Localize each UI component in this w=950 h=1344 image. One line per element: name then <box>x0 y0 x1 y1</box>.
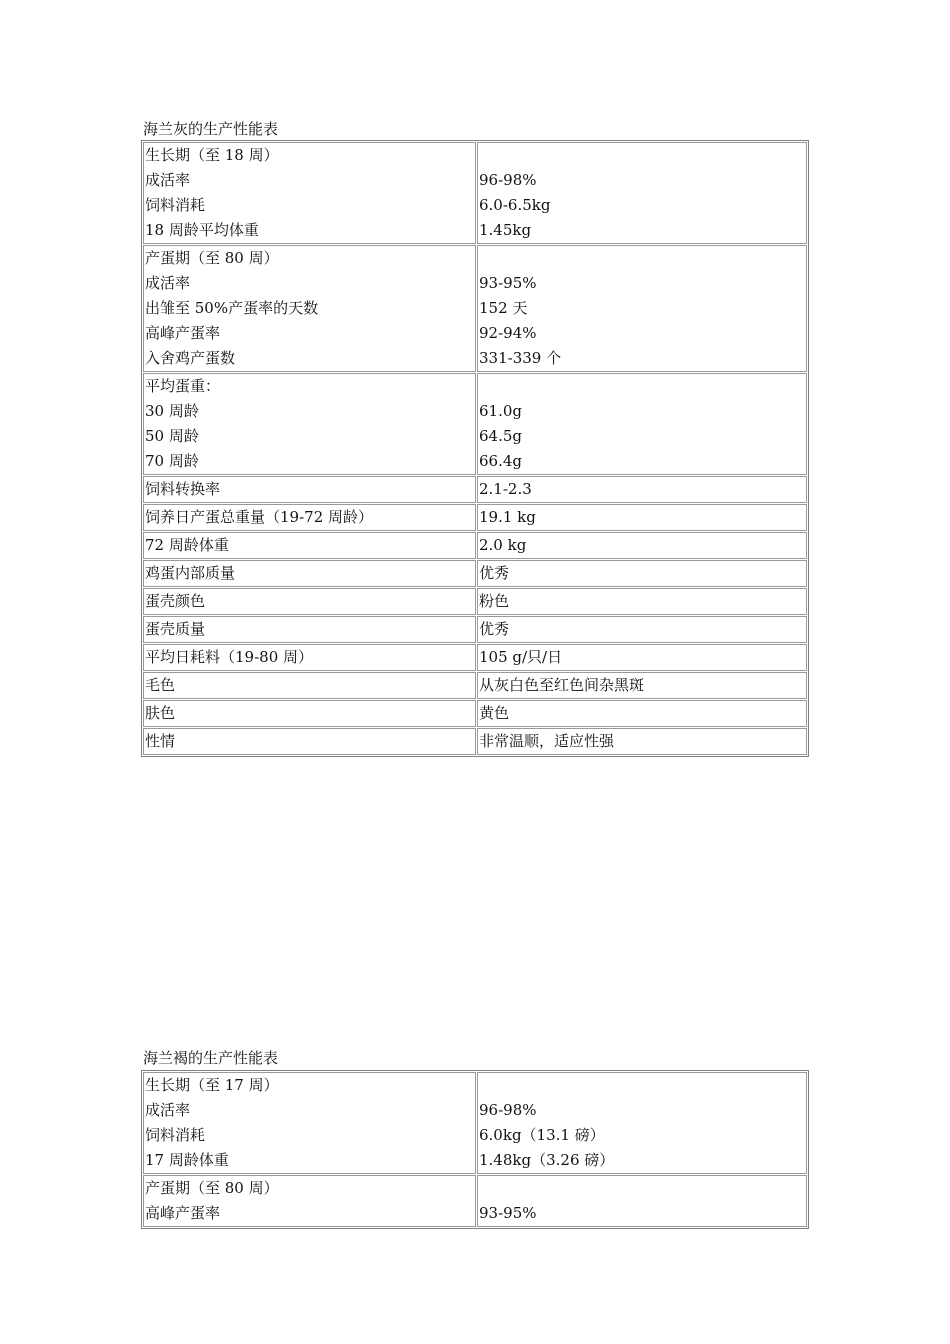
row-value: 黄色 <box>477 700 807 727</box>
cell-text: 高峰产蛋率 <box>145 1204 221 1222</box>
row-label: 饲养日产蛋总重量（19-72 周龄） <box>143 504 476 531</box>
group-labels <box>143 1175 476 1227</box>
table-group <box>143 142 807 244</box>
row-label: 蛋壳颜色 <box>143 588 476 615</box>
row-value: 19.1 kg <box>477 504 807 531</box>
table-row <box>143 616 807 643</box>
cell-text: 70 周龄 <box>145 452 199 470</box>
table-row <box>143 476 807 503</box>
table-row <box>143 560 807 587</box>
table-row <box>143 588 807 615</box>
table-row <box>143 532 807 559</box>
cell-text: 饲料消耗 <box>145 1126 206 1144</box>
table-row <box>143 672 807 699</box>
table-group <box>143 373 807 475</box>
cell-text: 入舍鸡产蛋数 <box>145 349 236 367</box>
row-value: 2.0 kg <box>477 532 807 559</box>
cell-text: 1.45kg <box>479 221 532 239</box>
group-labels <box>143 373 476 475</box>
cell-text: 1.48kg（3.26 磅） <box>479 1151 615 1169</box>
row-label: 性情 <box>143 728 476 755</box>
cell-text: 平均蛋重： <box>145 377 221 395</box>
group-labels <box>143 1072 476 1174</box>
cell-text: 高峰产蛋率 <box>145 324 221 342</box>
group-values <box>477 373 807 475</box>
cell-text: 18 周龄平均体重 <box>145 221 259 239</box>
row-label: 鸡蛋内部质量 <box>143 560 476 587</box>
cell-text: 生长期（至 18 周） <box>145 146 279 164</box>
row-label: 平均日耗料（19-80 周） <box>143 644 476 671</box>
group-values <box>477 1175 807 1227</box>
row-value: 2.1-2.3 <box>477 476 807 503</box>
caption-hy-line-gray: 海兰灰的生产性能表 <box>143 120 279 138</box>
table-group <box>143 245 807 372</box>
cell-text: 成活率 <box>145 1101 191 1119</box>
table-group <box>143 1072 807 1174</box>
cell-text: 92-94% <box>479 324 537 342</box>
group-labels <box>143 245 476 372</box>
cell-text: 331-339 个 <box>479 349 562 367</box>
cell-text: 64.5g <box>479 427 523 445</box>
row-value: 优秀 <box>477 616 807 643</box>
cell-text: 生长期（至 17 周） <box>145 1076 279 1094</box>
row-label: 72 周龄体重 <box>143 532 476 559</box>
cell-text: 93-95% <box>479 274 537 292</box>
table-hy-line-gray <box>141 140 809 757</box>
row-value: 优秀 <box>477 560 807 587</box>
cell-text: 产蛋期（至 80 周） <box>145 249 279 267</box>
group-values <box>477 142 807 244</box>
cell-text: 96-98% <box>479 1101 537 1119</box>
cell-text: 17 周龄体重 <box>145 1151 229 1169</box>
cell-text: 出雏至 50%产蛋率的天数 <box>145 299 319 317</box>
row-value: 105 g/只/日 <box>477 644 807 671</box>
cell-text: 30 周龄 <box>145 402 199 420</box>
caption-hy-line-brown: 海兰褐的生产性能表 <box>143 1049 279 1067</box>
row-value: 从灰白色至红色间杂黑斑 <box>477 672 807 699</box>
table-row <box>143 504 807 531</box>
table-group <box>143 1175 807 1227</box>
row-label: 蛋壳质量 <box>143 616 476 643</box>
group-labels <box>143 142 476 244</box>
cell-text: 6.0-6.5kg <box>479 196 551 214</box>
table-row <box>143 644 807 671</box>
cell-text: 66.4g <box>479 452 523 470</box>
cell-text: 50 周龄 <box>145 427 199 445</box>
cell-text: 成活率 <box>145 274 191 292</box>
cell-text: 6.0kg（13.1 磅） <box>479 1126 605 1144</box>
cell-text: 产蛋期（至 80 周） <box>145 1179 279 1197</box>
table-hy-line-brown <box>141 1070 809 1229</box>
row-value: 非常温顺，适应性强 <box>477 728 807 755</box>
cell-text: 93-95% <box>479 1204 537 1222</box>
row-label: 毛色 <box>143 672 476 699</box>
group-values <box>477 245 807 372</box>
row-value: 粉色 <box>477 588 807 615</box>
cell-text: 成活率 <box>145 171 191 189</box>
group-values <box>477 1072 807 1174</box>
table-row <box>143 700 807 727</box>
cell-text: 152 天 <box>479 299 528 317</box>
row-label: 肤色 <box>143 700 476 727</box>
row-label: 饲料转换率 <box>143 476 476 503</box>
cell-text: 96-98% <box>479 171 537 189</box>
table-row <box>143 728 807 755</box>
cell-text: 饲料消耗 <box>145 196 206 214</box>
cell-text: 61.0g <box>479 402 523 420</box>
